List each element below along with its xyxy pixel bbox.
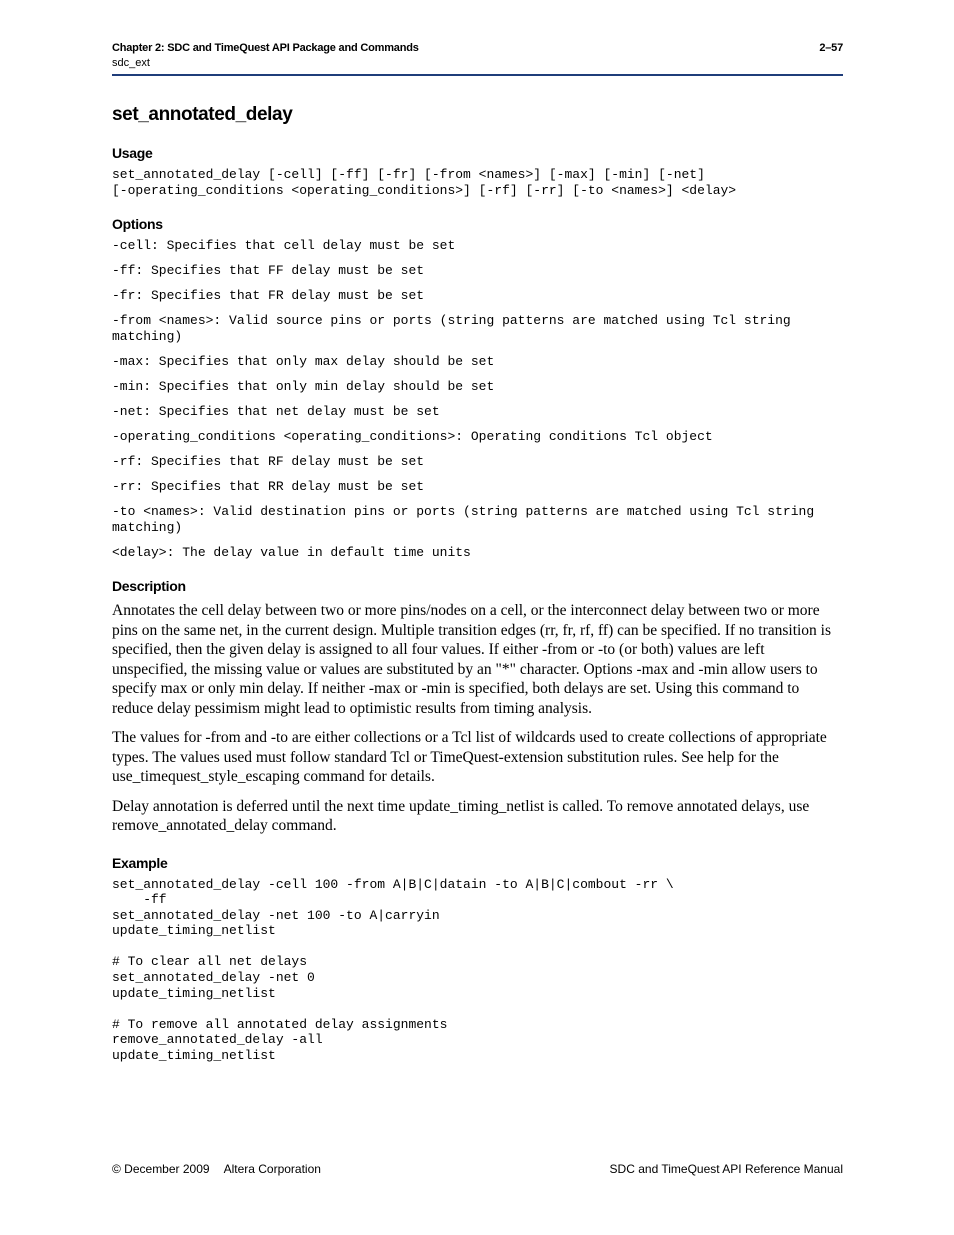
company-name: Altera Corporation — [223, 1162, 321, 1176]
copyright-date: © December 2009 — [112, 1162, 210, 1176]
example-heading: Example — [112, 854, 168, 871]
option-item: -operating_conditions <operating_conditions>: Operating conditions Tcl object — [112, 429, 713, 444]
description-paragraph: Delay annotation is deferred until the next time update_timing_netlist is called. To remove annotated delays, use remove_annotated_delay command. — [112, 797, 810, 834]
option-item: -ff: Specifies that FF delay must be set — [112, 263, 425, 278]
option-item: -max: Specifies that only max delay should be set — [112, 354, 495, 369]
page-number: 2–57 — [819, 42, 843, 54]
description-body — [112, 601, 843, 836]
option-item: -rf: Specifies that RF delay must be set — [112, 454, 425, 469]
page-footer — [112, 1162, 843, 1176]
section-subtitle: sdc_ext — [112, 57, 150, 69]
page-title: set_annotated_delay — [112, 104, 293, 125]
chapter-title: Chapter 2: SDC and TimeQuest API Package and Commands — [112, 42, 419, 54]
usage-heading: Usage — [112, 145, 153, 161]
option-item: -to <names>: Valid destination pins or ports (string patterns are matched using Tcl string matching) — [112, 504, 822, 535]
footer-left — [112, 1162, 321, 1176]
header-rule — [112, 74, 843, 76]
running-header — [112, 42, 843, 54]
option-item: -min: Specifies that only min delay should be set — [112, 379, 495, 394]
option-item: -net: Specifies that net delay must be set — [112, 404, 440, 419]
description-heading: Description — [112, 578, 186, 594]
example-code: set_annotated_delay -cell 100 -from A|B|C|datain -to A|B|C|combout -rr \ -ff set_annotated_delay -net 100 -to A|carryin update_timing_netlist # To clear all net delays set_annotated_delay -net 0 update_timing_netlist # To remove all annotated delay assignments remove_annotated_delay -all update_timing_netlist — [112, 876, 674, 1064]
manual-title: SDC and TimeQuest API Reference Manual — [609, 1162, 843, 1176]
option-item: -rr: Specifies that RR delay must be set — [112, 479, 425, 494]
page-content — [112, 42, 843, 1064]
options-list — [112, 238, 843, 561]
description-paragraph: The values for -from and -to are either collections or a Tcl list of wildcards used to create collections of appropriate types. The values used must follow standard Tcl or TimeQuest-extension substitution rules. See help for the use_timequest_style_escaping command for details. — [112, 729, 827, 785]
option-item: -cell: Specifies that cell delay must be set — [112, 238, 456, 253]
options-heading: Options — [112, 216, 163, 232]
option-item: -fr: Specifies that FR delay must be set — [112, 288, 425, 303]
description-paragraph: Annotates the cell delay between two or more pins/nodes on a cell, or the interconnect delay between two or more pins on the same net, in the current design. Multiple transition edges (rr, fr, rf, ff) can be specified. If no transition is specified, then the given delay is assigned to all four values. If either -from or -to (or both) values are left unspecified, the missing value or values are substituted by an "*" character. Options -max and -min allow users to specify max or only min delay. If neither -max or -min is specified, both delays are set. Using this command to reduce delay pessimism might lead to optimistic results from timing analysis. — [112, 602, 832, 717]
option-item: -from <names>: Valid source pins or ports (string patterns are matched using Tcl string matching) — [112, 313, 799, 344]
option-item: <delay>: The delay value in default time units — [112, 545, 471, 560]
usage-text: set_annotated_delay [-cell] [-ff] [-fr] [-from <names>] [-max] [-min] [-net] [-operating_conditions <operating_conditions>] [-rf] [-rr] [-to <names>] <delay> — [112, 167, 737, 198]
